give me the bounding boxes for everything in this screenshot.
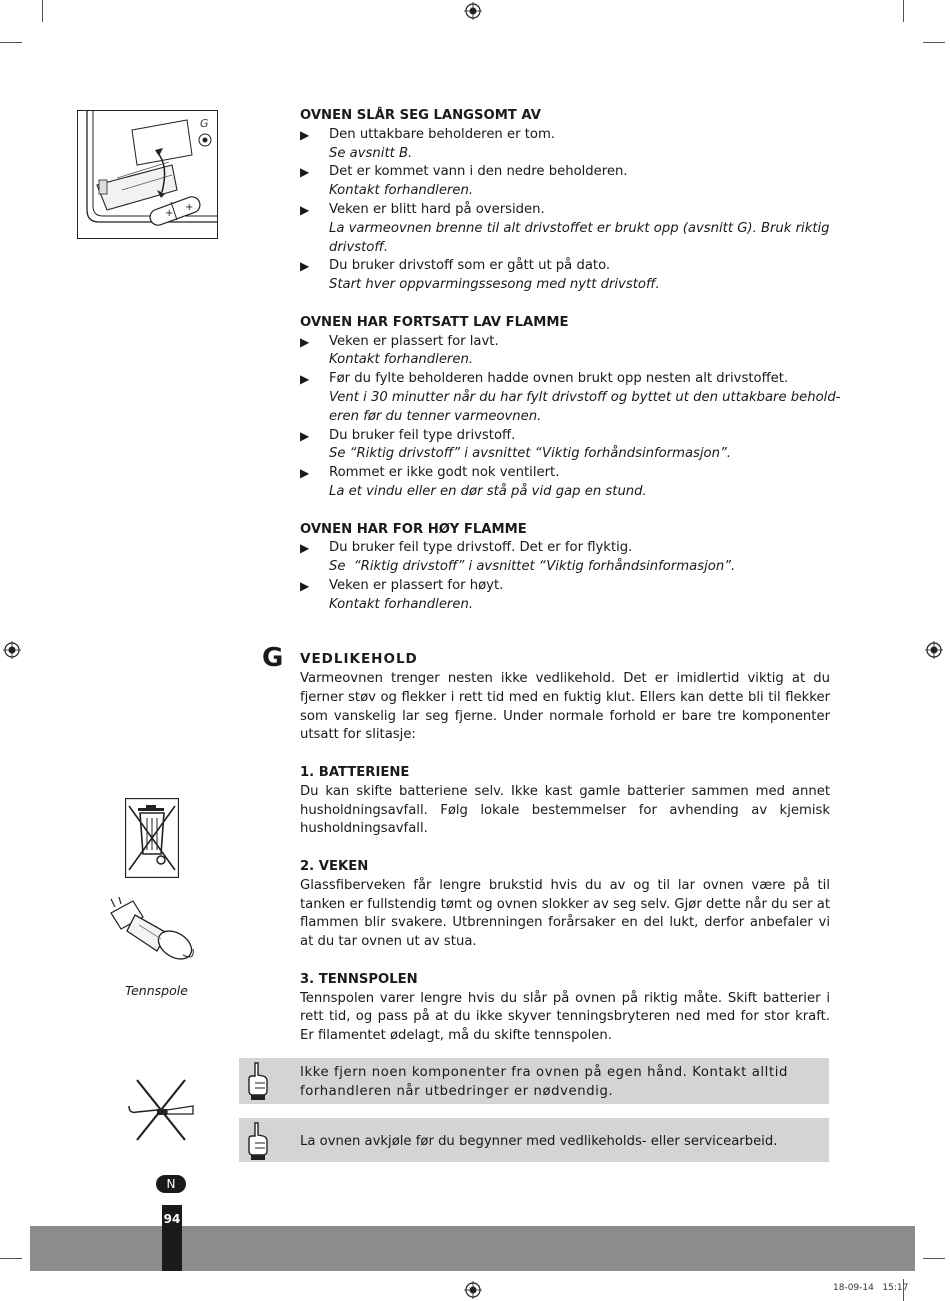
battery-compartment-figure (77, 110, 218, 239)
note-cooldown-text: La ovnen avkjøle før du begynner med vedlikeholds- eller servicearbeid. (300, 1134, 778, 1149)
list-item: ▶ Du bruker feil type drivstoff. Det er for flyktig. (300, 539, 830, 558)
maintenance-intro: Varmeovnen trenger nesten ikke vedlikehold. Det er imidlertid viktig at du fjerner støv og flekker i rett tid med en fuktig klut. Ellers kan dette bli til flekker som vanskelig lar seg fjerne. Under normale forhold er bare tre komponenter utsatt for slitasje: (300, 671, 830, 743)
list-item: ▶ Før du fylte beholderen hadde ovnen brukt opp nesten alt drivstoffet. (300, 370, 830, 389)
list-item: ▶ Du bruker drivstoff som er gått ut på dato. (300, 257, 830, 276)
coil-caption: Tennspole (125, 983, 188, 998)
troubleshooting-column: OVNEN SLÅR SEG LANGSOMT AV ▶ Den uttakbare beholderen er tom. Se avsnitt B. ▶ Det er kommet vann i den nedre beholderen. Kontakt forhandleren. ▶ Veken er blitt hard på oversiden. La varmeovnen brenne til alt drivstoffet er brukt opp (avsnitt G). Bruk riktig drivstoff. ▶ Du bruker drivstoff som er gått ut på dato. Start hver oppvarmingssesong med nytt drivstoff. OVNEN HAR FORTSATT LAV FLAMME ▶ Veken er plassert for lavt. Kontakt forhandleren. ▶ Før du fylte beholderen hadde ovnen brukt opp nesten alt drivstoffet. Vent i 30 minutter når du har fylt drivstoff og byttet ut den uttakbare behold- eren før du tenner varmeovnen. ▶ Du bruker feil type drivstoff. Se “Riktig drivstoff” i avsnittet “Viktig forhåndsinformasjon”. ▶ Rommet er ikke godt nok ventilert. La et vindu eller en dør stå på vid gap en stund. OVNEN HAR FOR HØY FLAMME ▶ Du bruker feil type drivstoff. Det er for flyktig. Se “Riktig drivstoff” i avsnittet “Viktig forhåndsinformasjon”. ▶ Veken er plassert for høyt. Kontakt forhandleren. (300, 108, 841, 612)
bullet-arrow-icon: ▶ (300, 259, 310, 274)
crossed-bin-icon (125, 798, 179, 878)
list-item: ▶ Det er kommet vann i den nedre beholderen. (300, 163, 830, 182)
list-item: ▶ Den uttakbare beholderen er tom. (300, 126, 830, 145)
bullet-arrow-icon: ▶ (300, 372, 310, 387)
registration-mark-right-icon (925, 641, 943, 659)
note-box-cooldown (239, 1118, 829, 1162)
heading-coil: 3. TENNSPOLEN (300, 971, 418, 987)
wick-text: Glassfiberveken får lengre brukstid hvis du av og til lar ovnen være på til tanken er fullstendig tømt og ovnen slokker av seg selv. Gjør dette når du ser at flammen blir svakere. Utbrenningen forårsaker en del lukt, derfor anbefaler vi at du tar ovnen ut av stua. (300, 877, 830, 950)
section-letter: G (262, 643, 284, 673)
list-item: ▶ Rommet er ikke godt nok ventilert. (300, 464, 830, 483)
list-item: ▶ Veken er plassert for høyt. (300, 577, 830, 596)
heading-low-flame: OVNEN HAR FORTSATT LAV FLAMME (300, 314, 569, 330)
language-badge: N (156, 1175, 186, 1193)
batteries-text: Du kan skifte batteriene selv. Ikke kast gamle batterier sammen med annet husholdningsavfall. Følg lokale bestemmelser for avhending av kjemisk husholdningsavfall. (300, 783, 830, 837)
bullet-arrow-icon: ▶ (300, 165, 310, 180)
bullet-arrow-icon: ▶ (300, 334, 310, 349)
note-components-text: Ikke fjern noen komponenter fra ovnen på egen hånd. Kontakt alltid forhandleren når utbedringer er nødvendig. (300, 1065, 788, 1099)
ignition-coil-figure (105, 895, 200, 965)
heading-wick: 2. VEKEN (300, 858, 369, 874)
maintenance-column (300, 670, 830, 1046)
bullet-arrow-icon: ▶ (300, 127, 310, 142)
svg-text:+: + (165, 208, 174, 219)
bullet-arrow-icon: ▶ (300, 428, 310, 443)
list-item: ▶ Du bruker feil type drivstoff. (300, 427, 830, 446)
print-stamp: 18-09-14 15:17 (833, 1283, 909, 1293)
heading-high-flame: OVNEN HAR FOR HØY FLAMME (300, 521, 527, 537)
coil-text: Tennspolen varer lengre hvis du slår på ovnen på riktig måte. Skift batterier i rett tid, og pass på at du ikke skyver tenningsbryteren ned med for stor kraft. Er filamentet ødelagt, må du skifte tennspolen. (300, 990, 830, 1044)
bullet-arrow-icon: ▶ (300, 466, 310, 481)
heading-slow-off: OVNEN SLÅR SEG LANGSOMT AV (300, 108, 541, 123)
pointing-hand-icon (243, 1121, 271, 1161)
list-item: ▶ Veken er plassert for lavt. (300, 333, 830, 352)
registration-mark-top-icon (464, 2, 482, 20)
bullet-arrow-icon: ▶ (300, 541, 310, 556)
no-tools-icon (127, 1076, 197, 1142)
note-box-components (239, 1058, 829, 1104)
bullet-arrow-icon: ▶ (300, 578, 310, 593)
registration-mark-left-icon (3, 641, 21, 659)
list-item: ▶ Veken er blitt hard på oversiden. (300, 201, 830, 220)
section-title: VEDLIKEHOLD (300, 651, 418, 667)
bullet-arrow-icon: ▶ (300, 202, 310, 217)
pointing-hand-icon (243, 1061, 271, 1101)
heading-batteries: 1. BATTERIENE (300, 764, 410, 780)
registration-mark-bottom-icon (464, 1281, 482, 1299)
page-number: 94 (163, 1212, 181, 1226)
svg-text:+: + (185, 202, 194, 213)
figure-label-g: G (200, 117, 209, 130)
